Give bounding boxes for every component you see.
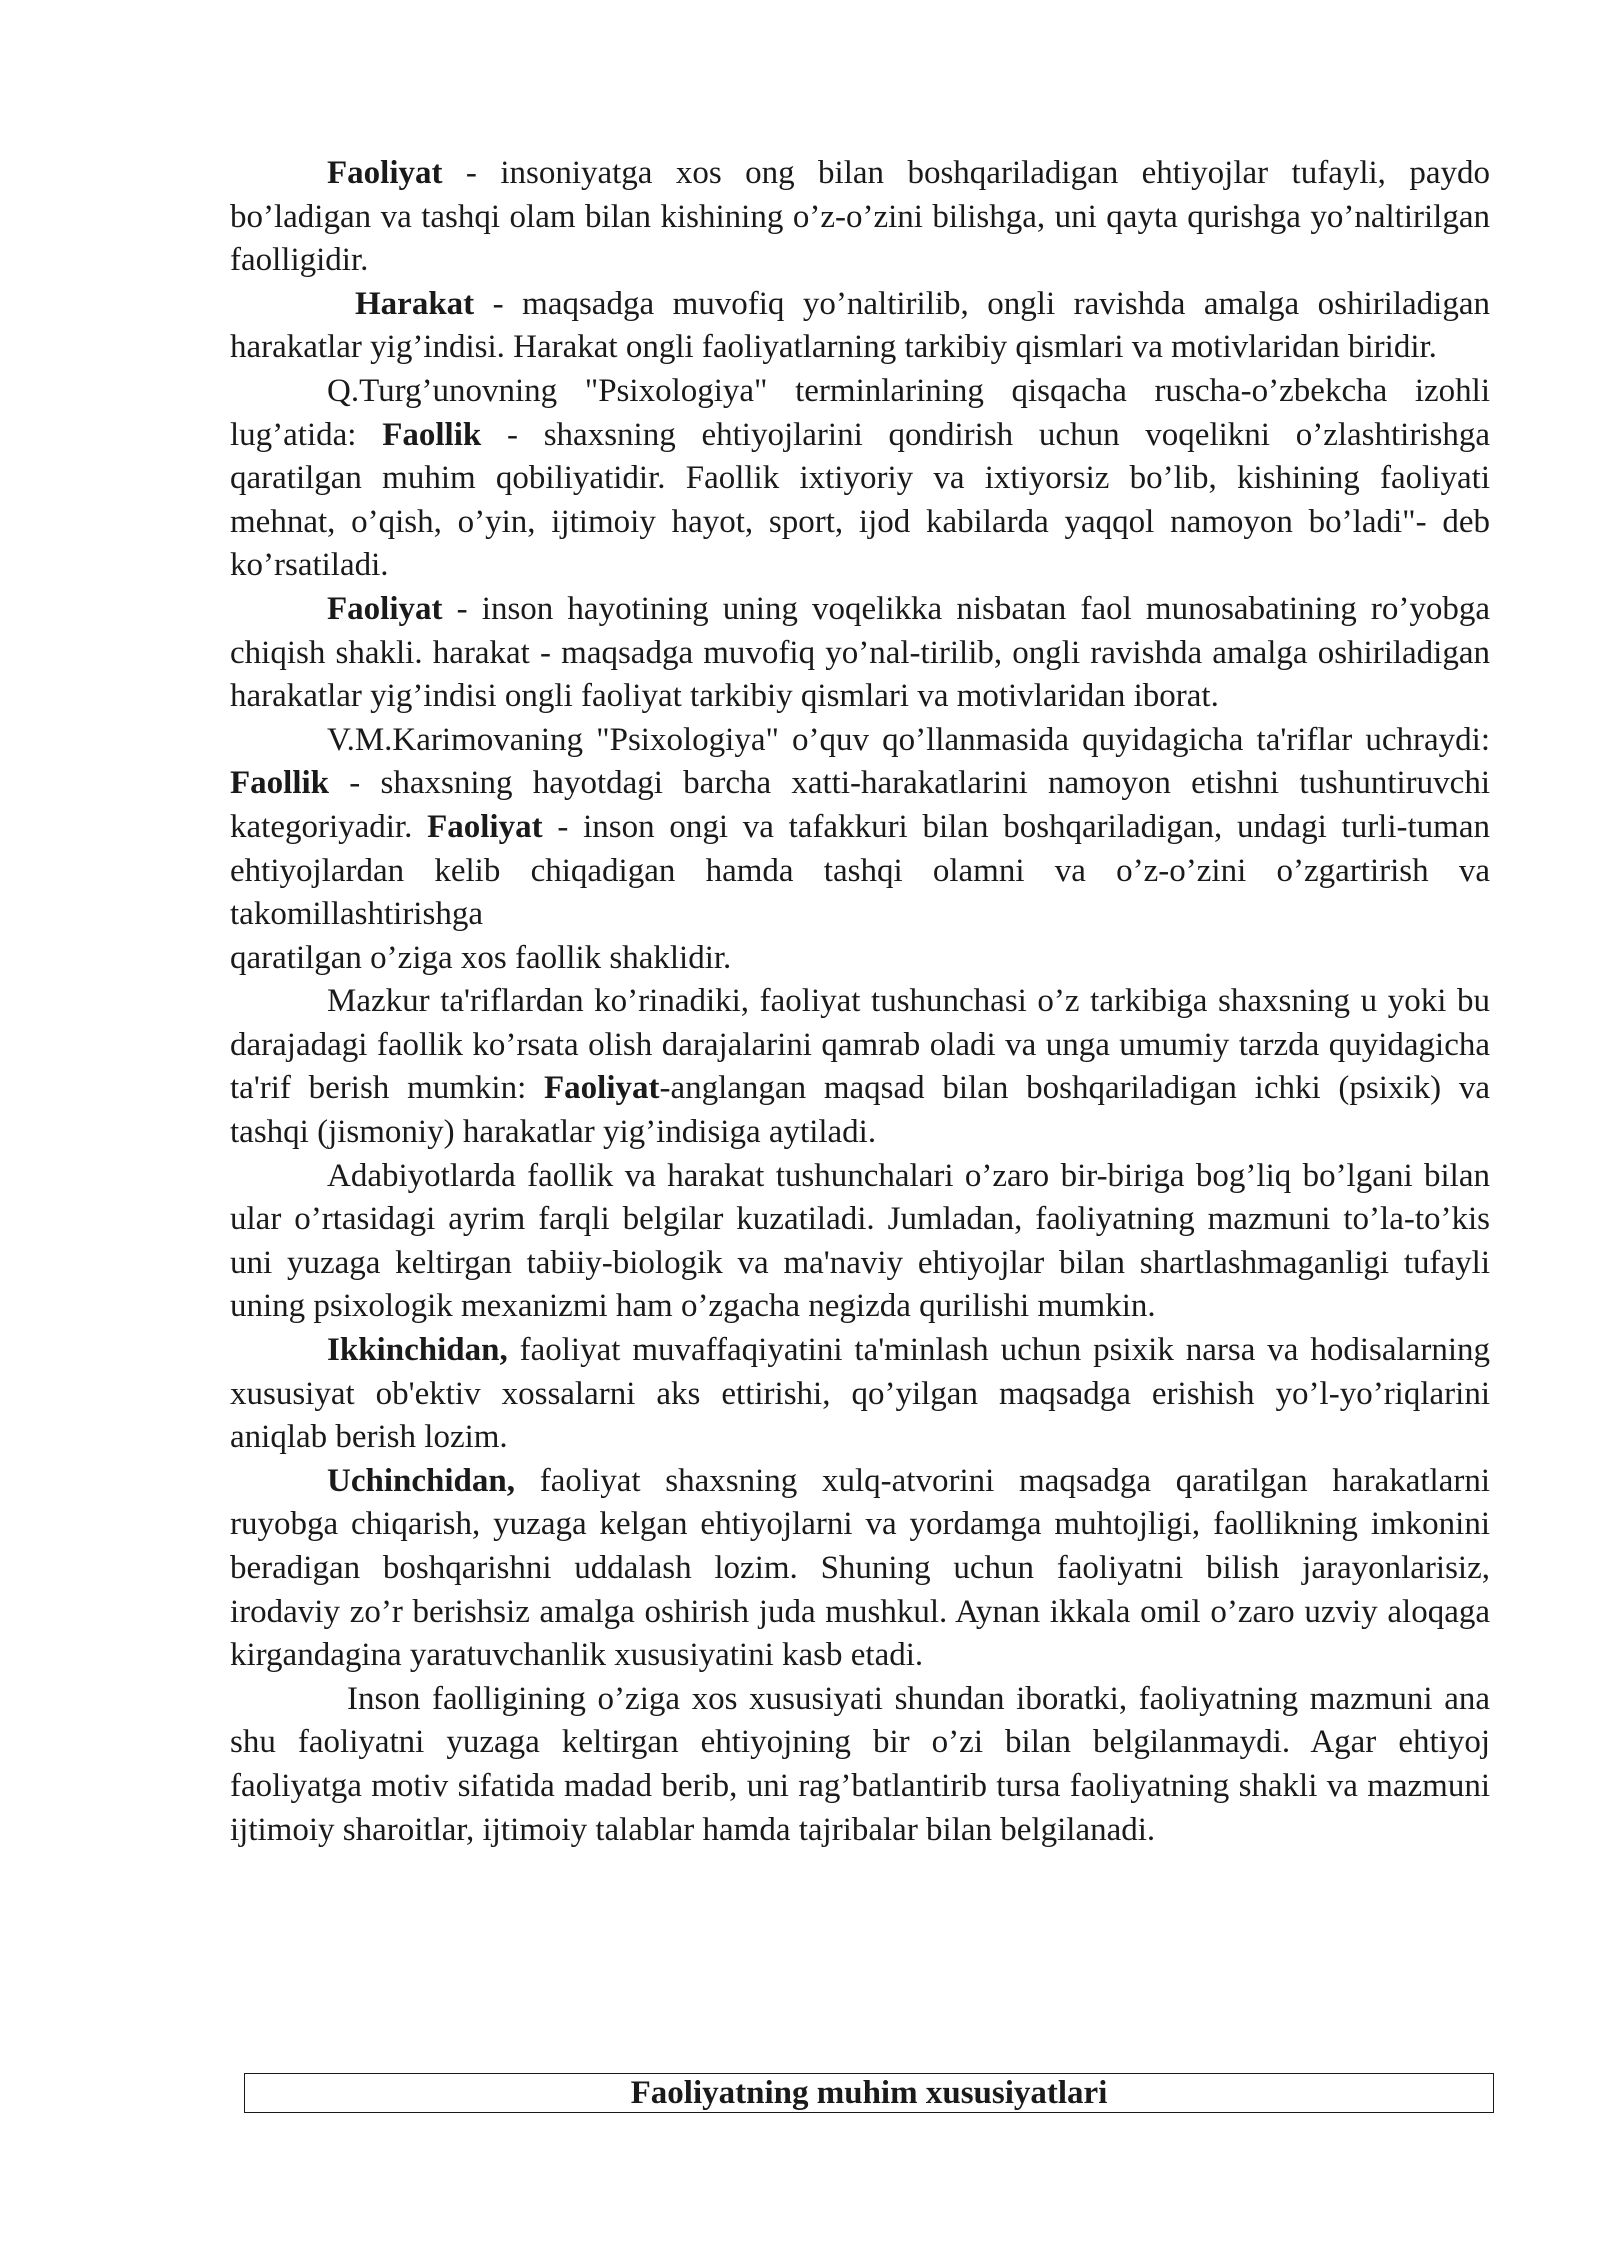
paragraph-ikkinchidan [230, 1329, 1490, 1460]
paragraph-definitions-summary [230, 980, 1490, 1154]
term-faollik: Faollik [230, 765, 330, 802]
term-faoliyat: Faoliyat [327, 155, 443, 191]
paragraph-text: - shaxsning hayotdagi barcha xatti-harakatlarini namoyon etishni tushuntiruvchi kategoriyadir. [230, 765, 1490, 845]
table-heading-cell [244, 2073, 1494, 2113]
document-body [230, 152, 1490, 1852]
paragraph-faoliyat-definition [230, 152, 1490, 283]
term-harakat: Harakat [355, 285, 475, 322]
paragraph-uchinchidan [230, 1460, 1490, 1678]
table-heading: Faoliyatning muhim xususiyatlari [630, 2075, 1108, 2111]
paragraph-turgunov-quote [230, 370, 1490, 588]
paragraph-text: faoliyat shaxsning xulq-atvorini maqsadga qaratilgan harakatlarni ruyobga chiqarish, yuzaga kelgan ehtiyojlarni va yordamga muhtojligi, faollikning imkonini beradigan boshqarishni uddalash lozim. Shuning uchun faoliyatni bilish jarayonlarisiz, irodaviy zo’r berishsiz amalga oshirish juda mushkul. Aynan ikkala omil o’zaro uzviy aloqaga kirgandagina yaratuvchanlik xususiyatini kasb etadi. [230, 1462, 1490, 1674]
paragraph-text: - inson ongi va tafakkuri bilan boshqariladigan, undagi turli-tuman ehtiyojlardan kelib chiqadigan hamda tashqi olamni va o’z-o’zini o’zgartirish va takomillashtirishga [230, 808, 1490, 933]
term-ikkinchidan: Ikkinchidan, [327, 1332, 508, 1369]
paragraph-adabiyotlarda [230, 1155, 1490, 1329]
paragraph-text: - insoniyatga xos ong bilan boshqariladigan ehtiyojlar tufayli, paydo bo’ladigan va tashqi olam bilan kishining o’z-o’zini bilishga, uni qayta qurishga yo’naltirilgan faolligidir. [230, 155, 1490, 279]
paragraph-text: - shaxsning ehtiyojlarini qondirish uchun voqelikni o’zlashtirishga qaratilgan muhim qobiliyatidir. Faollik ixtiyoriy va ixtiyorsiz bo’lib, kishining faoliyati mehnat, o’qish, o’yin, ijtimoiy hayot, sport, ijod kabilarda yaqqol namoyon bo’ladi"- deb ko’rsatiladi. [230, 416, 1490, 584]
term-faoliyat: Faoliyat [427, 808, 543, 845]
term-uchinchidan: Uchinchidan, [327, 1462, 515, 1499]
paragraph-text: Adabiyotlarda faollik va harakat tushunchalari o’zaro bir-biriga bog’liq bo’lgani bilan ular o’rtasidagi ayrim farqli belgilar kuzatiladi. Jumladan, faoliyatning mazmuni to’la-to’kis uni yuzaga keltirgan tabiiy-biologik va ma'naviy ehtiyojlar bilan shartlashmaganligi tufayli uning psixologik mexanizmi ham o’zgacha negizda qurilishi mumkin. [230, 1157, 1490, 1325]
paragraph-inson-faolligi [230, 1678, 1490, 1852]
paragraph-text: - inson hayotining uning voqelikka nisbatan faol munosabatining ro’yobga chiqish shakli. harakat - maqsadga muvofiq yo’nal-tirilib, ongli ravishda amalga oshiriladigan harakatlar yig’indisi ongli faoliyat tarkibiy qismlari va motivlaridan iborat. [230, 590, 1490, 715]
paragraph-text: Mazkur ta'riflardan ko’rinadiki, faoliyat tushunchasi o’z tarkibiga shaxsning u yoki bu darajadagi faollik ko’rsata olish darajalarini qamrab oladi va unga umumiy tarzda quyidagicha ta'rif berish mumkin: [230, 983, 1490, 1107]
paragraph-text: faoliyat muvaffaqiyatini ta'minlash uchun psixik narsa va hodisalarning xususiyat ob'ektiv xossalarni aks ettirishi, qo’yilgan maqsadga erishish yo’l-yo’riqlarini aniqlab berish lozim. [230, 1332, 1490, 1456]
term-faoliyat: Faoliyat [327, 590, 443, 627]
paragraph-harakat-definition [230, 283, 1490, 370]
paragraph-text: qaratilgan o’ziga xos faollik shaklidir. [230, 939, 732, 976]
paragraph-karimova-quote [230, 719, 1490, 937]
paragraph-text: V.M.Karimovaning "Psixologiya" o’quv qo’llanmasida quyidagicha ta'riflar uchraydi: [327, 721, 1490, 758]
paragraph-text: Q.Turg’unovning "Psixologiya" terminlarining qisqacha ruscha-o’zbekcha izohli lug’atida: [230, 372, 1490, 453]
paragraph-text: -anglangan maqsad bilan boshqariladigan ichki (psixik) va tashqi (jismoniy) harakatlar yig’indisiga aytiladi. [230, 1070, 1490, 1151]
term-faollik: Faollik [382, 416, 482, 453]
term-faoliyat: Faoliyat [544, 1070, 660, 1107]
paragraph-text: - maqsadga muvofiq yo’naltirilib, ongli ravishda amalga oshiriladigan harakatlar yig’indisi. Harakat ongli faoliyatlarning tarkibiy qismlari va motivlaridan biridir. [230, 285, 1490, 366]
paragraph-faoliyat-life-form [230, 588, 1490, 719]
paragraph-text: Inson faolligining o’ziga xos xususiyati shundan iboratki, faoliyatning mazmuni ana shu faoliyatni yuzaga keltirgan ehtiyojning bir o’zi bilan belgilanmaydi. Agar ehtiyoj faoliyatga motiv sifatida madad berib, uni rag’batlantirib tursa faoliyatning shakli va mazmuni ijtimoiy sharoitlar, ijtimoiy talablar hamda tajribalar bilan belgilanadi. [230, 1680, 1490, 1848]
paragraph-karimova-quote-end [230, 937, 1490, 981]
